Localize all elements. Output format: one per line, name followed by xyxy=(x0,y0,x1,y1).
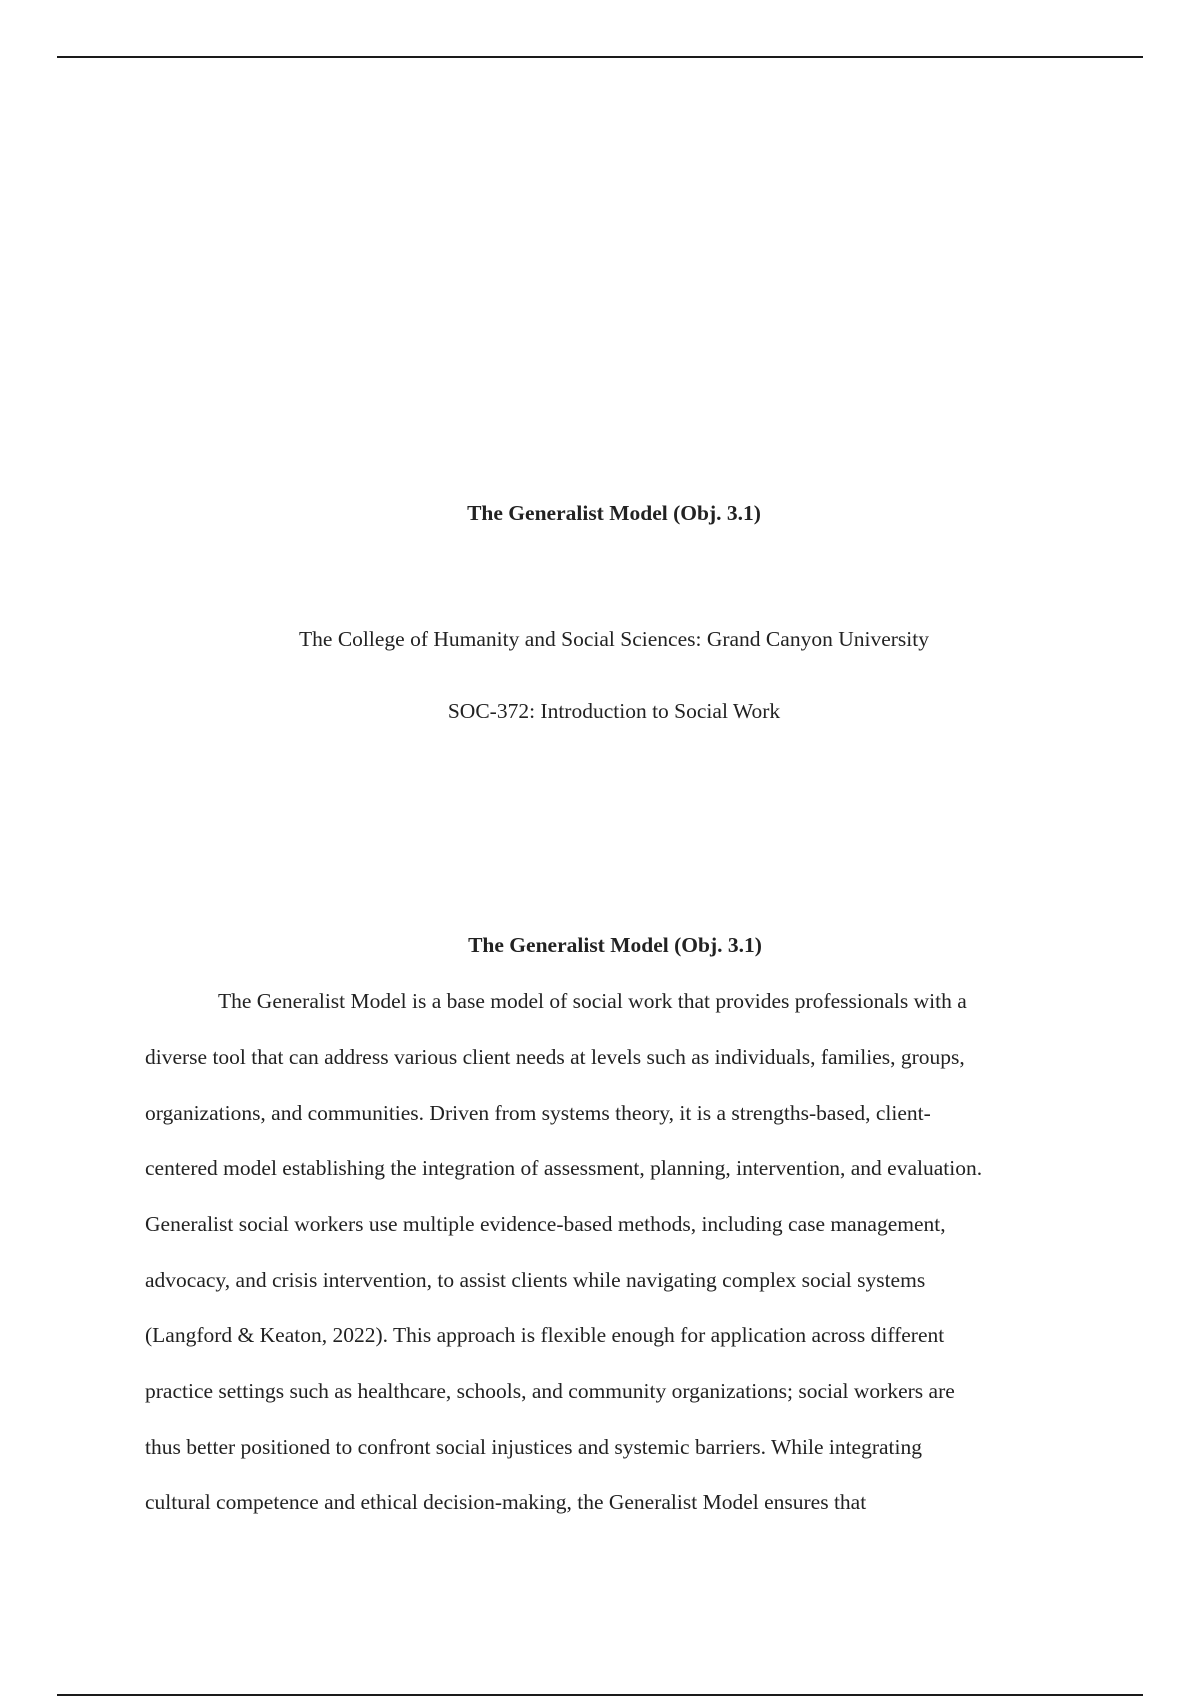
paragraph-line: practice settings such as healthcare, schools, and community organizations; social workers are xyxy=(145,1379,955,1403)
college-name: The College of Humanity and Social Sciences: Grand Canyon University xyxy=(299,627,929,651)
course-name: SOC-372: Introduction to Social Work xyxy=(447,699,781,723)
paragraph-line: cultural competence and ethical decision-making, the Generalist Model ensures that xyxy=(145,1490,867,1514)
title-page-heading: The Generalist Model (Obj. 3.1) xyxy=(467,501,761,525)
page-bottom-divider xyxy=(57,1694,1143,1696)
paragraph-line: Generalist social workers use multiple evidence-based methods, including case management, xyxy=(145,1212,946,1236)
paragraph-line: diverse tool that can address various client needs at levels such as individuals, families, groups, xyxy=(145,1045,965,1069)
paragraph-line: organizations, and communities. Driven from systems theory, it is a strengths-based, client- xyxy=(145,1101,931,1125)
section-heading: The Generalist Model (Obj. 3.1) xyxy=(468,933,762,957)
paragraph-line: thus better positioned to confront social injustices and systemic barriers. While integrating xyxy=(145,1435,923,1459)
paragraph-line: The Generalist Model is a base model of social work that provides professionals with a xyxy=(218,989,967,1013)
paragraph-line: centered model establishing the integration of assessment, planning, intervention, and evaluation. xyxy=(145,1156,983,1180)
page-top-divider xyxy=(57,56,1143,58)
paragraph-line: advocacy, and crisis intervention, to assist clients while navigating complex social systems xyxy=(145,1268,926,1292)
paragraph-line: (Langford & Keaton, 2022). This approach is flexible enough for application across different xyxy=(145,1323,945,1347)
